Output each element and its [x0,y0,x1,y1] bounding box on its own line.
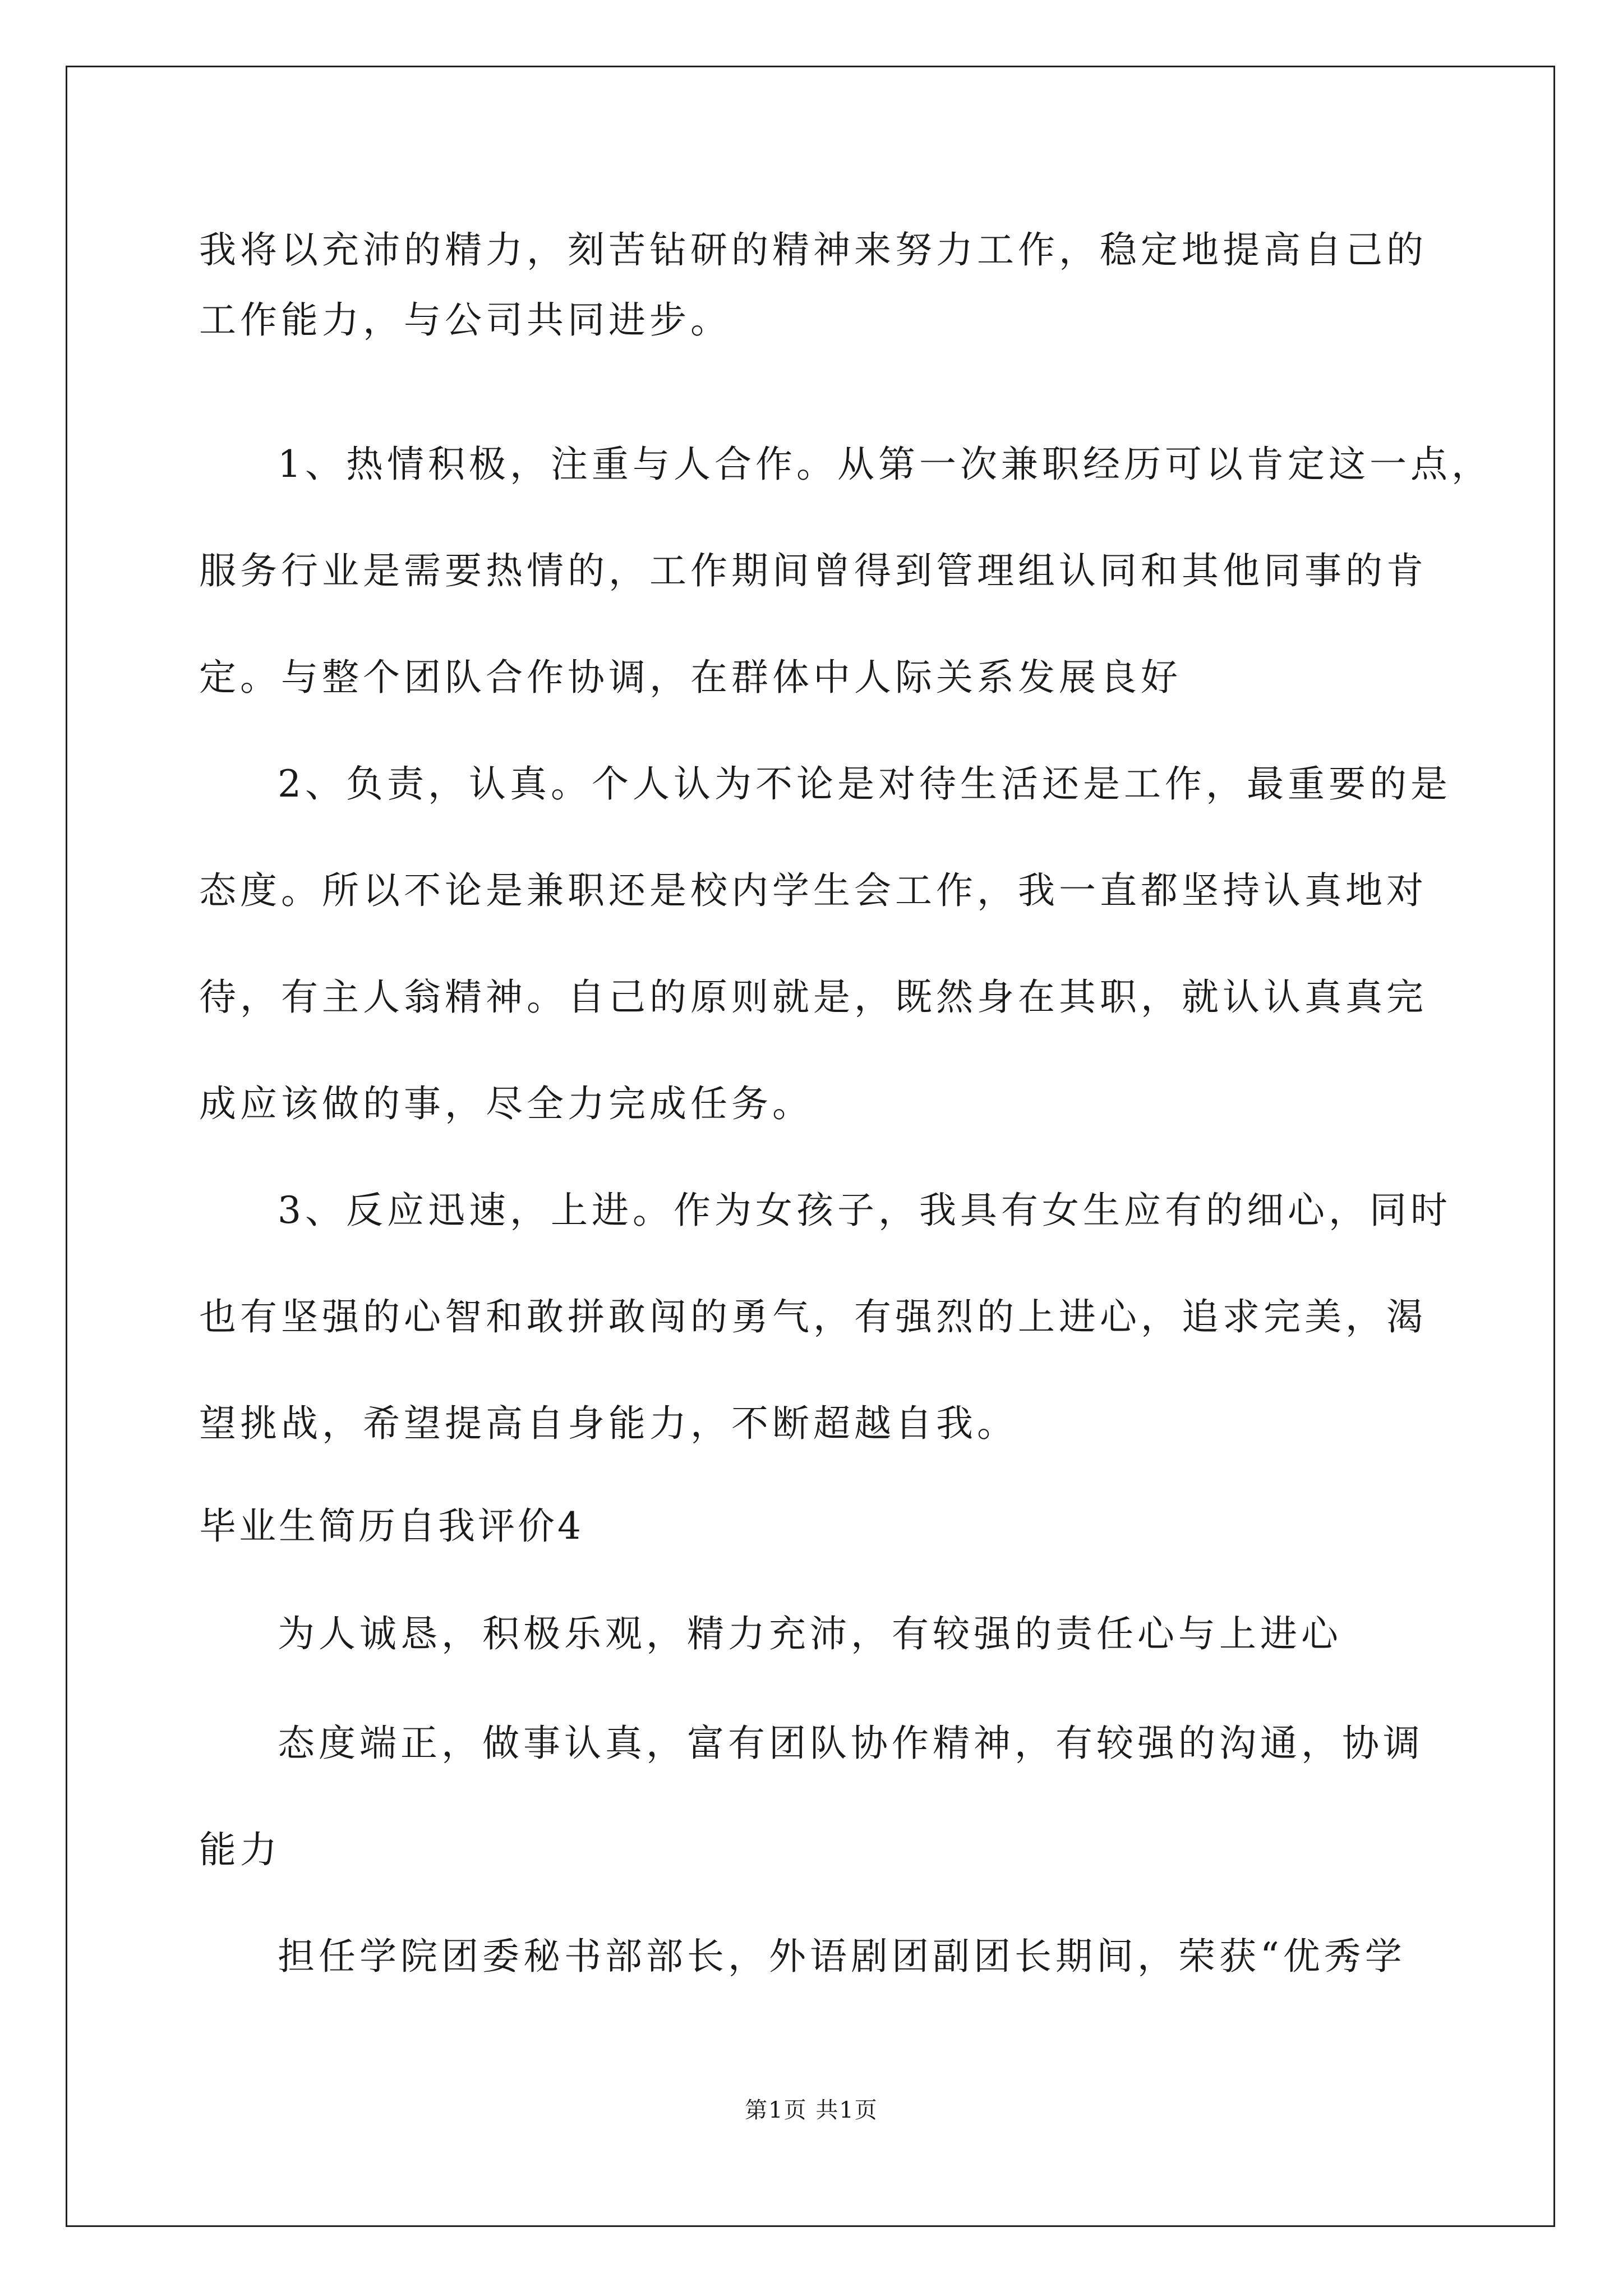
body-text-line: 3、反应迅速，上进。作为女孩子，我具有女生应有的细心，同时 [278,1189,1451,1232]
body-text-line: 工作能力，与公司共同进步。 [199,298,731,342]
section-heading: 毕业生简历自我评价4 [199,1504,584,1548]
page-footer: 第1页 共1页 [745,2097,878,2123]
body-text-line: 望挑战，希望提高自身能力，不断超越自我。 [199,1402,1018,1445]
body-text-line: 我将以充沛的精力，刻苦钻研的精神来努力工作，稳定地提高自己的 [199,228,1427,272]
body-text-line: 态度端正，做事认真，富有团队协作精神，有较强的沟通，协调 [278,1722,1424,1765]
body-text-line: 2、负责，认真。个人认为不论是对待生活还是工作，最重要的是 [278,762,1451,806]
body-text-line: 为人诚恳，积极乐观，精力充沛，有较强的责任心与上进心 [278,1612,1342,1655]
body-text-line: 服务行业是需要热情的，工作期间曾得到管理组认同和其他同事的肯 [199,549,1427,592]
body-text-line: 成应该做的事，尽全力完成任务。 [199,1082,813,1125]
body-text-line: 1、热情积极，注重与人合作。从第一次兼职经历可以肯定这一点， [278,443,1492,486]
body-text-line: 担任学院团委秘书部部长，外语剧团副团长期间，荣获“优秀学 [278,1935,1406,1978]
body-text-line: 待，有主人翁精神。自己的原则就是，既然身在其职，就认认真真完 [199,976,1427,1019]
body-text-line: 定。与整个团队合作协调，在群体中人际关系发展良好 [199,656,1182,699]
body-text-line: 能力 [199,1828,281,1871]
body-text-line: 也有坚强的心智和敢拼敢闯的勇气，有强烈的上进心，追求完美，渴 [199,1295,1427,1338]
page-border [66,66,1555,2227]
body-text-line: 态度。所以不论是兼职还是校内学生会工作，我一直都坚持认真地对 [199,869,1427,912]
